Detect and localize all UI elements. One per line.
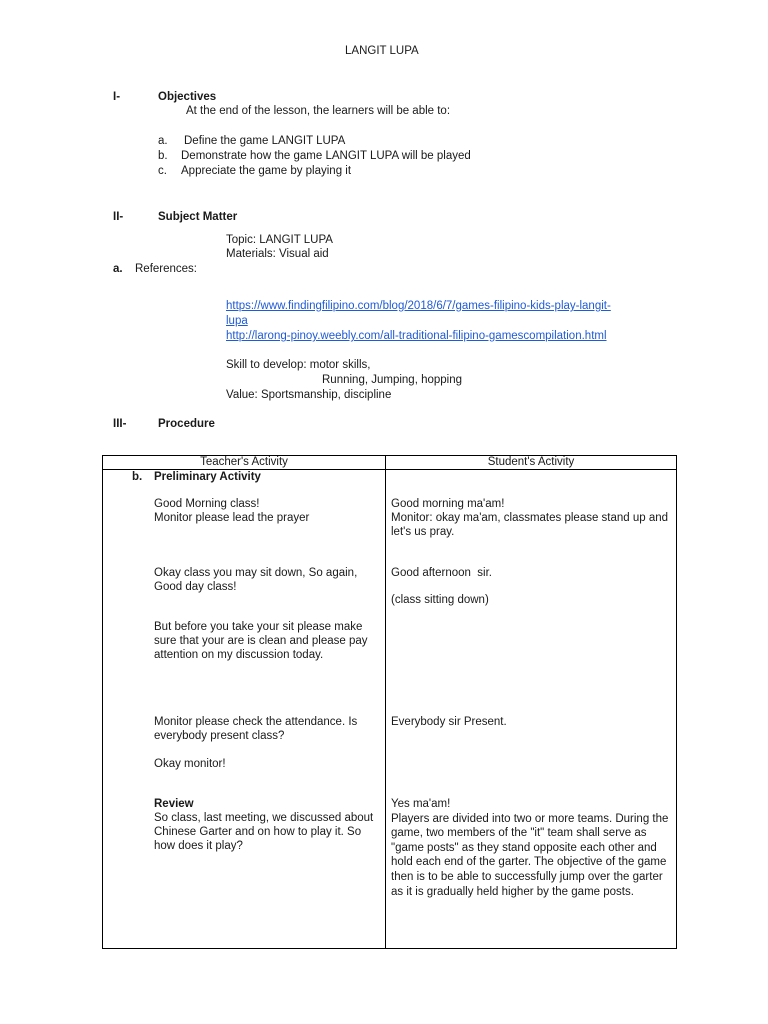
skill-line: Skill to develop: motor skills, bbox=[226, 359, 371, 371]
reference-link-findingfilipino-continued[interactable]: lupa bbox=[226, 315, 248, 327]
references-label: References: bbox=[135, 263, 198, 275]
student-review-answer: Yes ma'am! Players are divided into two or more teams. During the game, two members of the "it" team shall serve as "game posts" as they stand opposite each other and hold each end of the garter. The objective of the game then is to be able to successfully jump over the garter as it is gradually held higher by the game posts. bbox=[391, 798, 669, 898]
skill-list-line: Running, Jumping, hopping bbox=[322, 374, 463, 386]
student-good-afternoon: Good afternoon sir. bbox=[391, 567, 493, 579]
objective-item: Define the game LANGIT LUPA bbox=[184, 135, 346, 147]
teacher-okay-monitor: Okay monitor! bbox=[154, 758, 226, 770]
activity-table bbox=[102, 455, 677, 949]
objective-item: Appreciate the game by playing it bbox=[181, 165, 352, 177]
student-greeting: Good morning ma'am! Monitor: okay ma'am, classmates please stand up and let's us pray. bbox=[391, 498, 669, 538]
value-line: Value: Sportsmanship, discipline bbox=[226, 389, 392, 401]
materials-line: Materials: Visual aid bbox=[226, 248, 329, 260]
column-divider bbox=[385, 456, 386, 948]
section-numeral-objectives: I- bbox=[113, 91, 121, 103]
reference-link-larong-pinoy[interactable]: http://larong-pinoy.weebly.com/all-traditional-filipino-gamescompilation.html bbox=[226, 330, 607, 342]
student-sitting-down: (class sitting down) bbox=[391, 594, 489, 606]
teacher-review: So class, last meeting, we discussed about Chinese Garter and on how to play it. So how does it play? bbox=[154, 812, 374, 852]
objective-marker-b: b. bbox=[158, 150, 168, 162]
section-numeral-procedure: III- bbox=[113, 418, 127, 430]
procedure-heading: Procedure bbox=[158, 418, 215, 430]
references-marker: a. bbox=[113, 263, 123, 275]
teacher-greeting: Good Morning class! Monitor please lead the prayer bbox=[154, 498, 310, 524]
objectives-intro: At the end of the lesson, the learners will be able to: bbox=[186, 105, 451, 117]
teacher-sit-down: Okay class you may sit down, So again, Good day class! bbox=[154, 567, 358, 593]
teacher-reminder: But before you take your sit please make sure that your are is clean and please pay attention on my discussion today. bbox=[154, 621, 368, 661]
student-activity-header: Student's Activity bbox=[487, 456, 575, 468]
topic-line: Topic: LANGIT LUPA bbox=[226, 234, 333, 246]
objective-marker-a: a. bbox=[158, 135, 168, 147]
teacher-attendance: Monitor please check the attendance. Is everybody present class? bbox=[154, 716, 358, 742]
subject-matter-heading: Subject Matter bbox=[158, 211, 238, 223]
section-title: Preliminary Activity bbox=[154, 471, 261, 483]
student-present: Everybody sir Present. bbox=[391, 716, 507, 728]
section-numeral-subject: II- bbox=[113, 211, 124, 223]
objective-marker-c: c. bbox=[158, 165, 167, 177]
teacher-activity-header: Teacher's Activity bbox=[200, 456, 288, 468]
objectives-heading: Objectives bbox=[158, 91, 217, 103]
section-marker: b. bbox=[132, 471, 143, 483]
reference-link-findingfilipino[interactable]: https://www.findingfilipino.com/blog/2018/6/7/games-filipino-kids-play-langit- bbox=[226, 300, 611, 312]
objective-item: Demonstrate how the game LANGIT LUPA will be played bbox=[181, 150, 471, 162]
document-title: LANGIT LUPA bbox=[345, 45, 419, 57]
review-heading: Review bbox=[154, 798, 194, 810]
